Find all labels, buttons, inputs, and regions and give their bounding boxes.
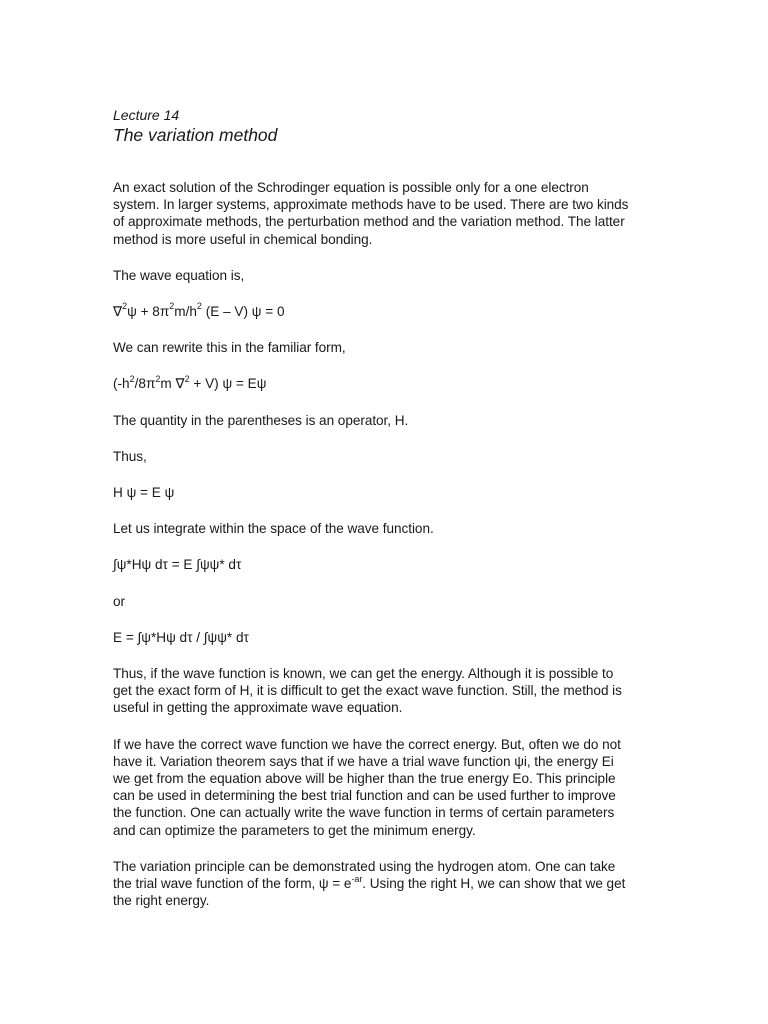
operator-equation: H ψ = E ψ (113, 485, 175, 501)
intro-paragraph: An exact solution of the Schrodinger equation is possible only for a one electron system. In larger systems, approximate methods have to be used. There are two kinds of approximate methods, the perturbation method and the variation method. The latter method is more useful in chemical bonding. (113, 180, 629, 247)
lecture-title: The variation method (113, 125, 278, 145)
or-line: or (113, 593, 125, 609)
wave-equation-intro: The wave equation is, (113, 267, 245, 283)
integral-equation: ∫ψ*Hψ dτ = E ∫ψψ* dτ (113, 557, 242, 573)
rewrite-intro: We can rewrite this in the familiar form, (113, 340, 346, 356)
energy-equation: E = ∫ψ*Hψ dτ / ∫ψψ* dτ (113, 629, 249, 645)
integrate-intro: Let us integrate within the space of the wave function. (113, 521, 434, 537)
energy-paragraph: Thus, if the wave function is known, we can get the energy. Although it is possible to get the exact form of H, it is difficult to get the exact wave function. Still, the method is useful in getting the approximate wave equation. (113, 666, 622, 716)
lecture-number: Lecture 14 (113, 107, 180, 123)
thus-line: Thus, (113, 448, 147, 464)
document-page (113, 106, 633, 928)
hamiltonian-equation: ($-h^2/8\pi^2m$ ∇$^2$ + V) ψ = Eψ (113, 373, 267, 392)
wave-equation: $\nabla^2\psi + 8\pi^2m/h^2$ (E – V) ψ = 0 (113, 301, 285, 320)
operator-note: The quantity in the parentheses is an operator, H. (113, 412, 409, 428)
hydrogen-paragraph: The variation principle can be demonstrated using the hydrogen atom. One can take the trial wave function of the form, $\psi = e^{-ar}$. Using the right H, we can show that we get the right energy. (113, 858, 626, 909)
variation-theorem-paragraph: If we have the correct wave function we have the correct energy. But, often we do not have it. Variation theorem says that if we have a trial wave function ψi, the energy Ei we get from the equation above will be higher than the true energy Eo. This principle can be used in determining the best trial function and can be used further to improve the function. One can actually write the wave function in terms of certain parameters and can optimize the parameters to get the minimum energy. (113, 736, 621, 838)
